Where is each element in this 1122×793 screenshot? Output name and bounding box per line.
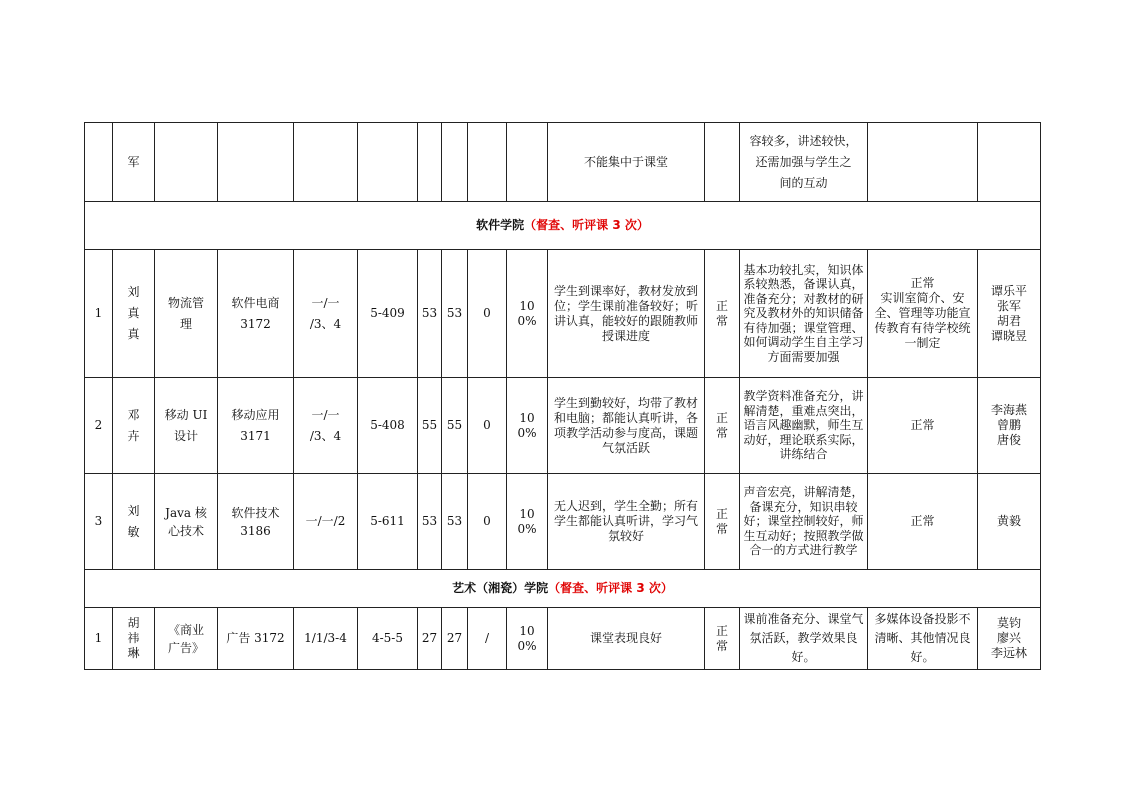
cell-actual: 53: [442, 250, 468, 378]
cell-absent: /: [468, 608, 507, 670]
cell-facility: 多媒体设备投影不清晰、其他情况良好。: [868, 608, 978, 670]
cell-class: [218, 123, 294, 202]
cell-course: Java 核 心技术: [155, 474, 218, 570]
cell-inspector: 莫钧 廖兴 李远林: [978, 608, 1041, 670]
section-note: （督查、听评课 3 次）: [524, 218, 649, 232]
cell-facility: 正常: [868, 378, 978, 474]
cell-course: 物流管 理: [155, 250, 218, 378]
cell-expected: 53: [418, 250, 442, 378]
cell-situation: 课堂表现良好: [548, 608, 705, 670]
cell-status: 正 常: [705, 474, 740, 570]
cell-actual: 53: [442, 474, 468, 570]
cell-no: 3: [85, 474, 113, 570]
section-title: 艺术（湘瓷）学院: [452, 581, 549, 595]
cell-evaluation: 容较多，讲述较快， 还需加强与学生之 间的互动: [740, 123, 868, 202]
cell-rate: 100%: [507, 378, 548, 474]
cell-time: 一/一/2: [294, 474, 358, 570]
cell-class: 软件电商 3172: [218, 250, 294, 378]
cell-actual: 55: [442, 378, 468, 474]
cell-evaluation: 基本功较扎实，知识体系较熟悉，备课认真，准备充分；对教材的研究及教材外的知识储备有待加强；课堂管理、如何调动学生自主学习方面需要加强: [740, 250, 868, 378]
cell-facility: [868, 123, 978, 202]
cell-absent: 0: [468, 378, 507, 474]
cell-rate: [507, 123, 548, 202]
cell-expected: [418, 123, 442, 202]
table-row: [85, 474, 1041, 570]
cell-teacher: 刘 真 真: [113, 250, 155, 378]
cell-rate: 100%: [507, 474, 548, 570]
table-row: [85, 250, 1041, 378]
cell-rate: 100%: [507, 608, 548, 670]
cell-inspector: 李海燕 曾鹏 唐俊: [978, 378, 1041, 474]
cell-teacher: 刘 敏: [113, 474, 155, 570]
cell-teacher: 邓 卉: [113, 378, 155, 474]
cell-situation: 学生到勤较好，均带了教材和电脑；都能认真听讲，各项教学活动参与度高，课题气氛活跃: [548, 378, 705, 474]
cell-absent: [468, 123, 507, 202]
section-header-row: [85, 202, 1041, 250]
cell-course: [155, 123, 218, 202]
cell-actual: 27: [442, 608, 468, 670]
cell-status: 正 常: [705, 378, 740, 474]
cell-room: 4-5-5: [358, 608, 418, 670]
cell-actual: [442, 123, 468, 202]
cell-situation: 无人迟到，学生全勤；所有学生都能认真听讲，学习气氛较好: [548, 474, 705, 570]
cell-inspector: 黄毅: [978, 474, 1041, 570]
section-title: 软件学院: [476, 218, 525, 232]
section-header-row: [85, 570, 1041, 608]
cell-course: 《商业 广告》: [155, 608, 218, 670]
cell-teacher: 军: [113, 123, 155, 202]
cell-expected: 55: [418, 378, 442, 474]
cell-no: [85, 123, 113, 202]
cell-time: 一/一 /3、4: [294, 378, 358, 474]
cell-status: 正 常: [705, 250, 740, 378]
cell-rate: 100%: [507, 250, 548, 378]
cell-room: 5-409: [358, 250, 418, 378]
cell-absent: 0: [468, 474, 507, 570]
cell-no: 2: [85, 378, 113, 474]
cell-course: 移动 UI 设计: [155, 378, 218, 474]
cell-class: 广告 3172: [218, 608, 294, 670]
cell-expected: 27: [418, 608, 442, 670]
cell-no: 1: [85, 250, 113, 378]
section-note: （督查、听评课 3 次）: [548, 581, 673, 595]
cell-situation: 学生到课率好，教材发放到位；学生课前准备较好；听讲认真，能较好的跟随教师授课进度: [548, 250, 705, 378]
table-row: [85, 378, 1041, 474]
cell-class: 移动应用 3171: [218, 378, 294, 474]
cell-facility: 正常: [868, 474, 978, 570]
inspection-table: [84, 122, 1041, 670]
cell-absent: 0: [468, 250, 507, 378]
cell-facility: 正常 实训室简介、安全、管理等功能宣传教育有待学校统一制定: [868, 250, 978, 378]
cell-evaluation: 声音宏亮，讲解清楚，备课充分，知识串较好；课堂控制较好，师生互动好；按照教学做合一的方式进行教学: [740, 474, 868, 570]
cell-evaluation: 教学资料准备充分，讲解清楚，重难点突出，语言风趣幽默，师生互动好，理论联系实际，讲练结合: [740, 378, 868, 474]
cell-expected: 53: [418, 474, 442, 570]
cell-time: [294, 123, 358, 202]
table-row: [85, 608, 1041, 670]
cell-teacher: 胡 祎 琳: [113, 608, 155, 670]
cell-no: 1: [85, 608, 113, 670]
cell-room: [358, 123, 418, 202]
cell-time: 一/一 /3、4: [294, 250, 358, 378]
cell-evaluation: 课前准备充分、课堂气氛活跃，教学效果良好。: [740, 608, 868, 670]
cell-situation: 不能集中于课堂: [548, 123, 705, 202]
cell-inspector: [978, 123, 1041, 202]
cell-room: 5-611: [358, 474, 418, 570]
cell-room: 5-408: [358, 378, 418, 474]
cell-class: 软件技术 3186: [218, 474, 294, 570]
section-header: [85, 570, 1041, 608]
cell-inspector: 谭乐平 张军 胡君 谭晓昱: [978, 250, 1041, 378]
section-header: [85, 202, 1041, 250]
cell-status: 正 常: [705, 608, 740, 670]
table-row-continued: [85, 123, 1041, 202]
cell-status: [705, 123, 740, 202]
cell-time: 1/1/3-4: [294, 608, 358, 670]
